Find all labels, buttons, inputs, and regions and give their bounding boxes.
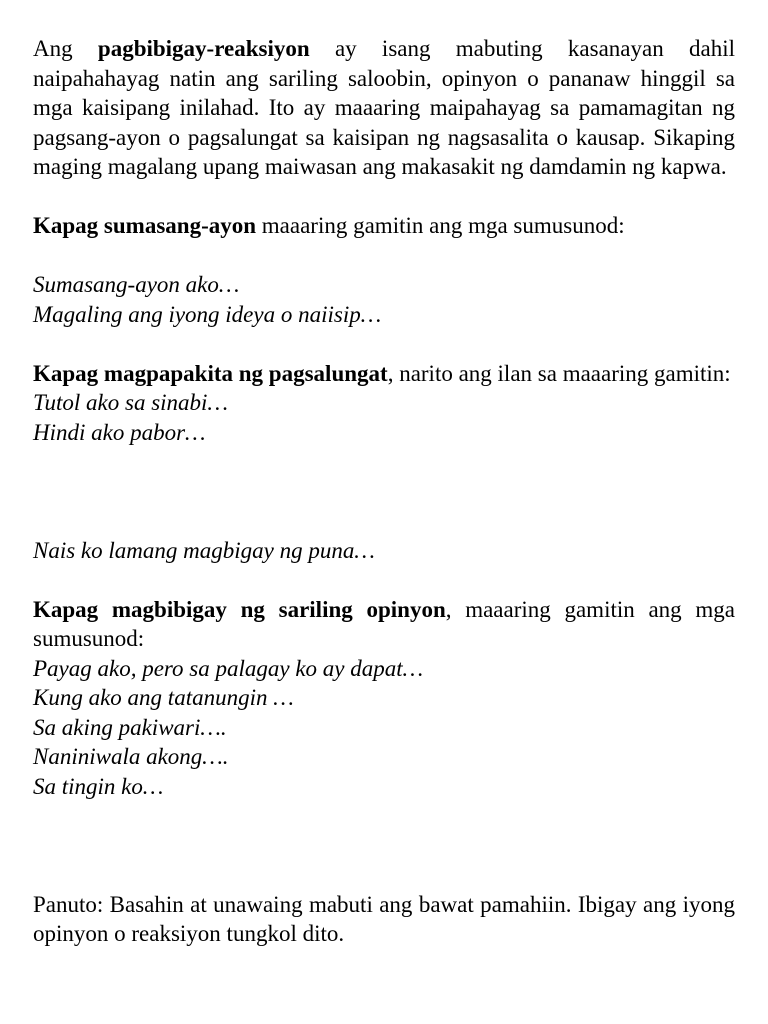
intro-after: ay isang mabuting kasanayan dahil naipahahayag natin ang sariling saloobin, opinyon o pananaw hinggil sa mga kaisipang inilahad. Ito ay maaaring maipahayag sa pamamagitan ng pagsang-ayon o pagsalungat sa kaisipan ng nagsasalita o kausap. Sikaping maging magalang upang maiwasan ang makasakit ng damdamin ng kapwa.: [33, 36, 735, 179]
disagree-paragraph: [33, 359, 735, 389]
disagree-extra-example: Nais ko lamang magbigay ng puna…: [33, 537, 375, 563]
disagree-example: Hindi ako pabor…: [33, 419, 206, 445]
opinion-paragraph: [33, 595, 735, 654]
agree-heading: Kapag sumasang-ayon: [33, 213, 257, 238]
opinion-rest: , maaaring gamitin ang mga sumusunod:: [33, 596, 735, 651]
disagree-rest: , narito ang ilan sa maaaring gamitin:: [387, 360, 731, 386]
disagree-heading: Kapag magpapakita ng pagsalungat: [33, 360, 388, 386]
agree-example: Sumasang-ayon ako…: [33, 272, 240, 297]
agree-paragraph: [33, 211, 735, 241]
opinion-example: Payag ako, pero sa palagay ko ay dapat…: [33, 655, 424, 681]
opinion-example: Kung ako ang tatanungin …: [33, 685, 294, 710]
intro-term: pagbibigay-reaksiyon: [97, 36, 310, 61]
disagree-example: Tutol ako sa sinabi…: [33, 390, 228, 415]
opinion-example: Sa tingin ko…: [33, 773, 164, 799]
intro-before: Ang: [33, 36, 98, 61]
document-page: [33, 34, 735, 949]
intro-paragraph: [33, 34, 735, 182]
opinion-heading: Kapag magbibigay ng sariling opinyon: [33, 596, 446, 622]
agree-example: Magaling ang iyong ideya o naiisip…: [33, 301, 382, 327]
opinion-example: Naniniwala akong….: [33, 744, 229, 769]
instructions-paragraph: Panuto: Basahin at unawaing mabuti ang bawat pamahiin. Ibigay ang iyong opinyon o reaksiyon tungkol dito.: [33, 891, 735, 946]
agree-rest: maaaring gamitin ang mga sumusunod:: [256, 213, 625, 238]
opinion-example: Sa aking pakiwari….: [33, 714, 227, 740]
